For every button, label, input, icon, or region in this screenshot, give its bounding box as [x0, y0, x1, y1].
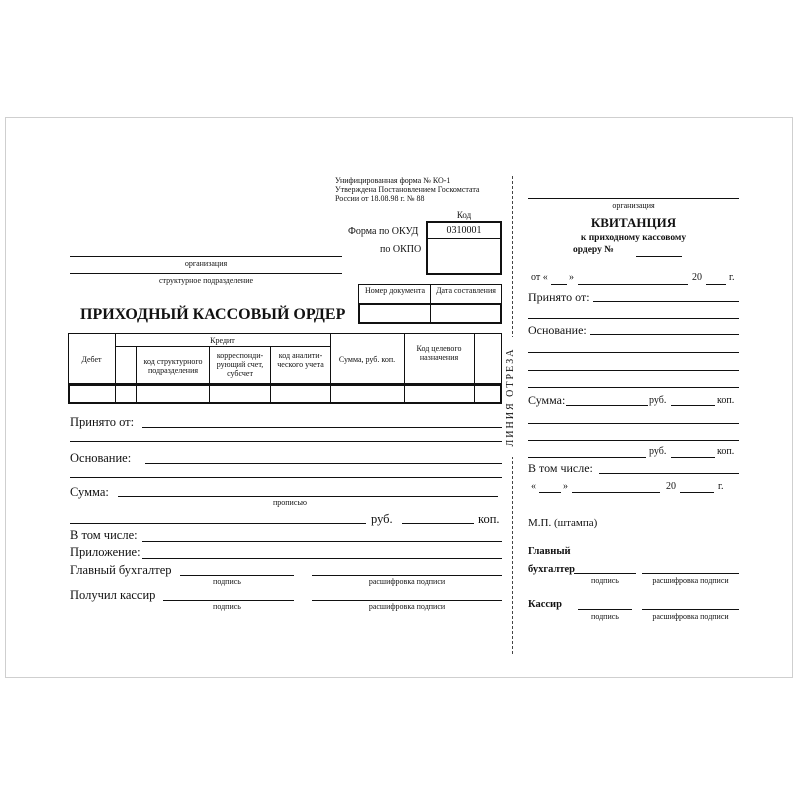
receipt-date-ot: от «	[531, 272, 548, 283]
receipt-kop-2: коп.	[717, 446, 735, 457]
glavbuh-podpis-caption: подпись	[213, 577, 241, 586]
receipt-summa-label: Сумма:	[528, 393, 566, 407]
doc-number-date-box[interactable]	[358, 303, 502, 324]
receipt-mp-label: М.П. (штампа)	[528, 517, 598, 529]
receipt-summa-line[interactable]	[566, 405, 648, 406]
kassir-signature-line[interactable]	[163, 600, 294, 601]
form-line-2: Утверждена Постановлением Госкомстата	[335, 185, 480, 194]
receipt-date-close: »	[569, 272, 574, 283]
receipt-subtitle-2: ордеру №	[573, 245, 614, 255]
receipt-organization-line[interactable]	[528, 198, 739, 199]
organization-caption: организация	[184, 259, 228, 268]
okud-value: 0310001	[446, 225, 482, 236]
subdivision-line[interactable]	[70, 273, 342, 274]
receipt-kassir-decode-line[interactable]	[642, 609, 739, 610]
order-title: ПРИХОДНЫЙ КАССОВЫЙ ОРДЕР	[80, 306, 346, 323]
receipt-v-tom-chisle-line[interactable]	[599, 473, 739, 474]
receipt-kassir-podpis-caption: подпись	[591, 612, 619, 621]
doc-number-caption: Номер документа	[364, 286, 425, 295]
glavbuh-signature-line[interactable]	[180, 575, 294, 576]
receipt-title: КВИТАНЦИЯ	[590, 215, 677, 230]
glavbuh-rasshifrovka-caption: расшифровка подписи	[368, 577, 446, 586]
rub-label: руб.	[371, 512, 393, 526]
v-tom-chisle-line[interactable]	[142, 541, 502, 542]
glavbuh-label: Главный бухгалтер	[70, 563, 172, 577]
receipt-organization-caption: организация	[612, 201, 655, 210]
prinyato-label: Принято от:	[70, 415, 135, 429]
receipt-glavbuh-decode-line[interactable]	[642, 573, 739, 574]
receipt-date2-open: «	[531, 481, 536, 492]
receipt-year: 20	[692, 272, 702, 283]
kassir-label: Получил кассир	[70, 588, 156, 602]
summa-header: Сумма, руб. коп.	[338, 355, 396, 364]
receipt-month-line[interactable]	[578, 284, 688, 285]
kod-header: Код	[456, 210, 472, 220]
receipt-day-line[interactable]	[551, 284, 567, 285]
receipt-kassir-label: Кассир	[528, 599, 562, 610]
cut-line-label: ЛИНИЯ ОТРЕЗА	[505, 337, 519, 457]
kredit-header: Кредит	[210, 336, 235, 345]
receipt-kassir-signature-line[interactable]	[578, 609, 632, 610]
osnovanie-label: Основание:	[70, 451, 132, 465]
osnovanie-line[interactable]	[145, 463, 502, 464]
summa-line[interactable]	[118, 496, 498, 497]
receipt-kassir-rasshifrovka-caption: расшифровка подписи	[652, 612, 729, 621]
subdivision-caption: структурное подразделение	[158, 276, 254, 285]
receipt-glavbuh-signature-line[interactable]	[574, 573, 636, 574]
receipt-rub-1: руб.	[649, 395, 667, 406]
kassir-rasshifrovka-caption: расшифровка подписи	[368, 602, 446, 611]
form-line-1: Унифицированная форма № КО-1	[335, 176, 451, 185]
prilozhenie-label: Приложение:	[70, 545, 141, 559]
propisyu-caption: прописью	[272, 498, 308, 507]
receipt-g-2: г.	[718, 481, 724, 492]
kop-line[interactable]	[402, 523, 474, 524]
debet-header: Дебет	[81, 355, 102, 364]
okud-label: Форма по ОКУД	[348, 226, 419, 237]
receipt-rub-2: руб.	[649, 446, 667, 457]
v-tom-chisle-label: В том числе:	[70, 528, 138, 542]
receipt-osnovanie-line[interactable]	[590, 334, 739, 335]
organization-line[interactable]	[70, 256, 342, 257]
corr-account-header: корреспонди-рующий счет, субсчет	[216, 351, 264, 378]
kop-label: коп.	[478, 512, 500, 526]
receipt-order-number-line[interactable]	[636, 256, 682, 257]
kassir-decode-line[interactable]	[312, 600, 502, 601]
receipt-buhgalter-label: бухгалтер	[528, 564, 576, 575]
doc-date-caption: Дата составления	[436, 286, 496, 295]
analytic-code-header: код аналити-ческого учета	[277, 351, 324, 369]
prinyato-line[interactable]	[142, 427, 502, 428]
receipt-glavny-label: Главный	[528, 546, 571, 557]
receipt-year-line[interactable]	[706, 284, 726, 285]
receipt-year-2: 20	[666, 481, 676, 492]
form-approval-header	[335, 176, 479, 203]
okpo-label: по ОКПО	[380, 244, 422, 255]
purpose-code-header: Код целевого назначения	[416, 344, 462, 362]
receipt-date2-close: »	[563, 481, 568, 492]
prilozhenie-line[interactable]	[142, 558, 502, 559]
form-line-3: России от 18.08.98 г. № 88	[335, 194, 425, 203]
kassir-podpis-caption: подпись	[213, 602, 241, 611]
summa-label: Сумма:	[70, 485, 109, 499]
receipt-kop-1: коп.	[717, 395, 735, 406]
receipt-prinyato-line[interactable]	[593, 301, 739, 302]
receipt-g: г.	[729, 272, 735, 283]
receipt-osnovanie-label: Основание:	[528, 323, 587, 337]
glavbuh-decode-line[interactable]	[312, 575, 502, 576]
receipt-glavbuh-podpis-caption: подпись	[591, 576, 619, 585]
receipt-glavbuh-rasshifrovka-caption: расшифровка подписи	[652, 576, 729, 585]
receipt-subtitle-1: к приходному кассовому	[580, 233, 687, 243]
receipt-prinyato-label: Принято от:	[528, 290, 590, 304]
struct-code-header: код структурного подразделения	[143, 357, 203, 375]
receipt-v-tom-chisle-label: В том числе:	[528, 461, 593, 475]
